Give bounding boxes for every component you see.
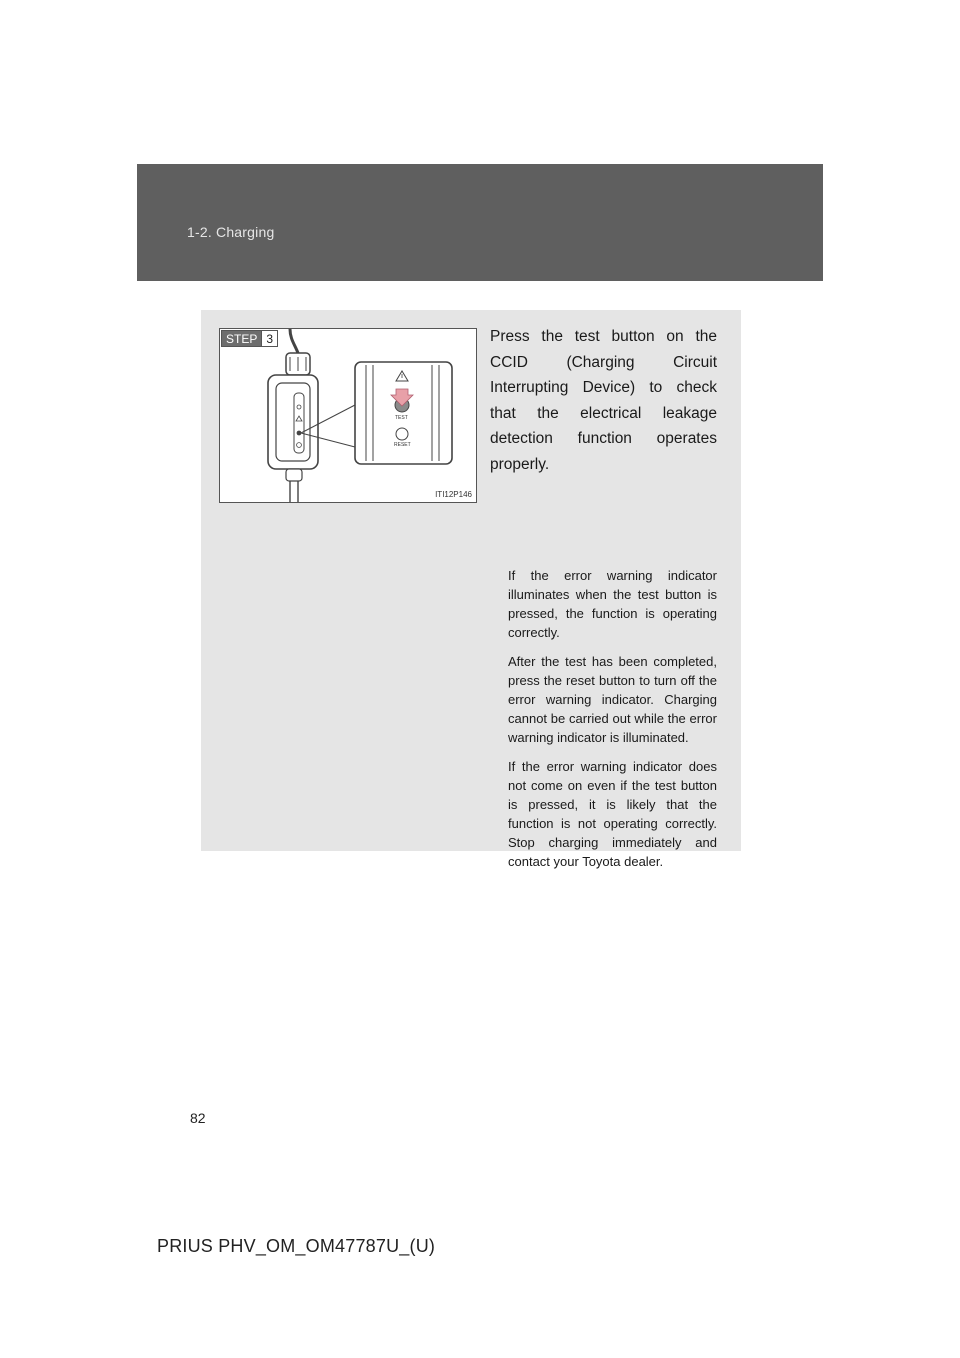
section-title: 1-2. Charging xyxy=(187,224,275,240)
step-notes xyxy=(508,566,717,881)
section-header xyxy=(137,164,823,281)
page-number: 82 xyxy=(190,1110,206,1126)
step-number: 3 xyxy=(262,330,278,347)
step-instruction: Press the test button on the CCID (Charging Circuit Interrupting Device) to check that the electrical leakage detection function operates properly. xyxy=(490,328,717,473)
step-label: STEP xyxy=(221,330,262,347)
note-paragraph: If the error warning indicator does not come on even if the test button is pressed, it is likely that the function is not operating correctly. Stop charging immediately and contact your Toyota dealer. xyxy=(508,759,717,869)
reset-button-label: RESET xyxy=(394,442,411,448)
ccid-drawing xyxy=(220,329,476,502)
figure-code: ITI12P146 xyxy=(435,490,472,499)
test-button-label: TEST xyxy=(395,415,408,421)
note-paragraph: After the test has been completed, press the reset button to turn off the error warning indicator. Charging cannot be carried out while the error warning indicator is illuminated. xyxy=(508,654,717,745)
ccid-illustration xyxy=(219,328,477,503)
step-badge xyxy=(221,330,278,347)
document-footer: PRIUS PHV_OM_OM47787U_(U) xyxy=(157,1236,436,1256)
step-panel xyxy=(201,310,741,869)
note-paragraph: If the error warning indicator illuminates when the test button is pressed, the function is operating correctly. xyxy=(508,568,717,640)
